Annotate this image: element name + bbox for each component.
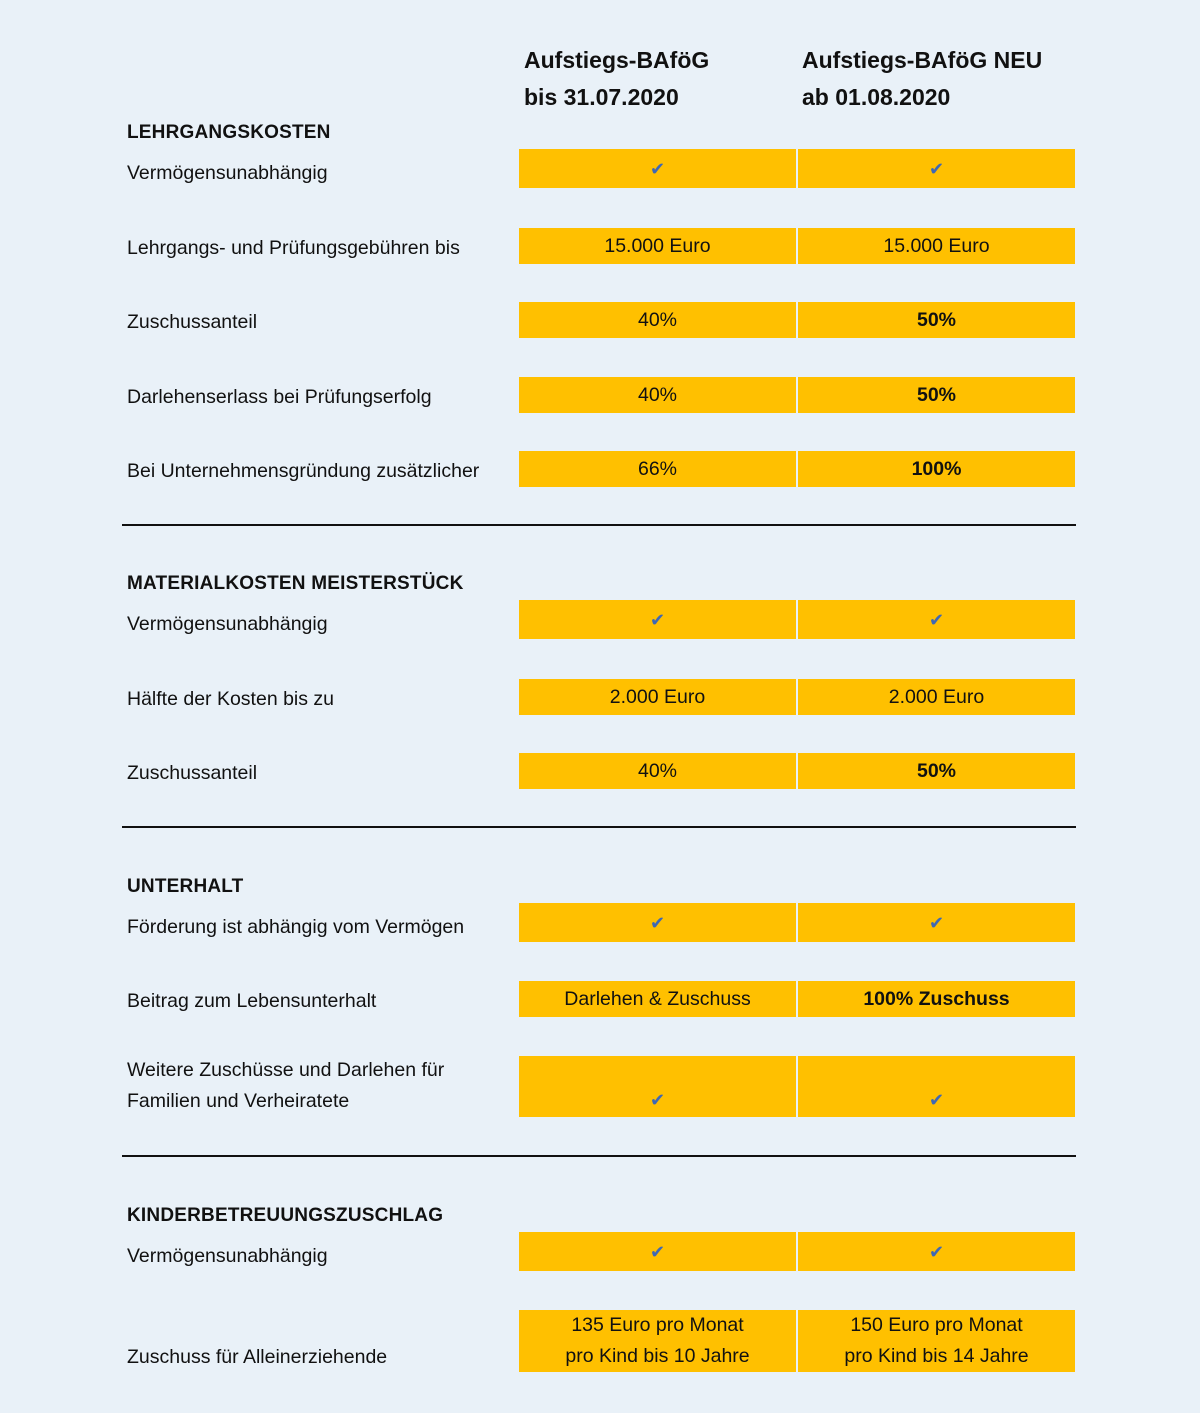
cell-new: 50% (798, 377, 1075, 413)
row-label: Vermögensunabhängig (127, 1245, 328, 1267)
cell-old: Darlehen & Zuschuss (519, 981, 796, 1017)
row-label: Förderung ist abhängig vom Vermögen (127, 916, 465, 938)
cell-new (798, 1232, 1075, 1271)
row-label: Vermögensunabhängig (127, 162, 328, 184)
cell-new: 100% Zuschuss (798, 981, 1075, 1017)
check-icon: ✔ (649, 609, 666, 630)
cell-new: 2.000 Euro (798, 679, 1075, 715)
cell-line1: 135 Euro pro Monat (571, 1314, 744, 1336)
cell-new: 100% (798, 451, 1075, 487)
column-header-new-line1: Aufstiegs-BAföG NEU (802, 47, 1043, 73)
cell-new: 50% (798, 302, 1075, 338)
row-label: Zuschussanteil (127, 762, 258, 784)
cell-old (519, 600, 796, 639)
column-header-old-line1: Aufstiegs-BAföG (524, 47, 710, 73)
check-icon: ✔ (649, 1090, 666, 1110)
column-header-old-line2: bis 31.07.2020 (524, 84, 679, 110)
cell-new: 15.000 Euro (798, 228, 1075, 264)
cell-new (798, 149, 1075, 188)
row-label: Bei Unternehmensgründung zusätzlicher (127, 460, 480, 482)
row-label: Hälfte der Kosten bis zu (127, 688, 335, 710)
row-label: Darlehenserlass bei Prüfungserfolg (127, 386, 432, 408)
cell-line2: pro Kind bis 10 Jahre (565, 1345, 750, 1367)
section-divider (122, 524, 1076, 526)
row-label: Vermögensunabhängig (127, 613, 328, 635)
section-title: KINDERBETREUUNGSZUSCHLAG (127, 1205, 444, 1226)
row-label: Beitrag zum Lebensunterhalt (127, 990, 377, 1012)
cell-new (798, 600, 1075, 639)
cell-new (798, 1310, 1075, 1372)
section-divider (122, 826, 1076, 828)
check-icon: ✔ (649, 912, 666, 933)
row-label-line1: Weitere Zuschüsse und Darlehen für (127, 1059, 445, 1081)
cell-old: 66% (519, 451, 796, 487)
section-title: MATERIALKOSTEN MEISTERSTÜCK (127, 573, 464, 594)
cell-old: 40% (519, 302, 796, 338)
cell-old (519, 1056, 796, 1117)
section-title: UNTERHALT (127, 876, 244, 897)
check-icon: ✔ (928, 609, 945, 630)
row-label: Lehrgangs- und Prüfungsgebühren bis (127, 237, 460, 259)
cell-old: 40% (519, 377, 796, 413)
check-icon: ✔ (649, 158, 666, 179)
cell-new (798, 903, 1075, 942)
check-icon: ✔ (649, 1241, 666, 1262)
cell-new: 50% (798, 753, 1075, 789)
cell-old: 15.000 Euro (519, 228, 796, 264)
cell-old (519, 903, 796, 942)
check-icon: ✔ (928, 1241, 945, 1262)
check-icon: ✔ (928, 158, 945, 179)
cell-old (519, 149, 796, 188)
cell-old (519, 1232, 796, 1271)
cell-old (519, 1310, 796, 1372)
row-label (127, 1055, 444, 1117)
check-icon: ✔ (928, 1090, 945, 1110)
cell-line2: pro Kind bis 14 Jahre (844, 1345, 1029, 1367)
row-label-line2: Familien und Verheiratete (127, 1090, 350, 1112)
section-divider (122, 1155, 1076, 1157)
column-header-old (524, 42, 709, 116)
section-title: LEHRGANGSKOSTEN (127, 122, 331, 143)
cell-old: 40% (519, 753, 796, 789)
cell-old: 2.000 Euro (519, 679, 796, 715)
column-header-new-line2: ab 01.08.2020 (802, 84, 951, 110)
check-icon: ✔ (928, 912, 945, 933)
row-label: Zuschussanteil (127, 311, 258, 333)
cell-line1: 150 Euro pro Monat (850, 1314, 1023, 1336)
row-label: Zuschuss für Alleinerziehende (127, 1346, 388, 1368)
cell-new (798, 1056, 1075, 1117)
column-header-new (802, 42, 1042, 116)
